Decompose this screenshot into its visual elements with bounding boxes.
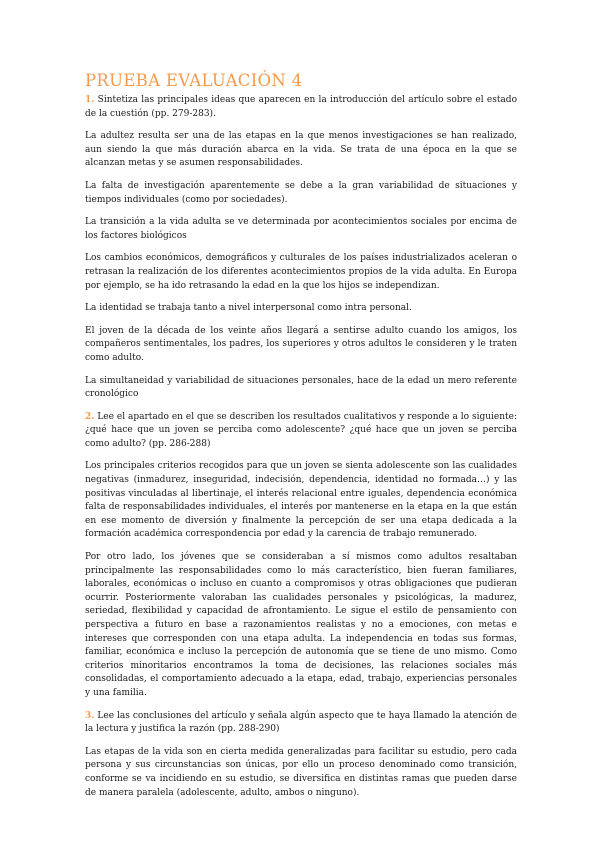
question-1 xyxy=(85,94,517,121)
question-2-number: 2. xyxy=(85,411,95,422)
answer-1-paragraph-6: El joven de la década de los veinte años llegará a sentirse adulto cuando los amigos, los compañeros sentimentales, los padres, los superiores y otros adultos le consideren y le traten como adulto. xyxy=(85,325,517,363)
question-1-number: 1. xyxy=(85,95,95,105)
answer-3-paragraph-1: Las etapas de la vida son en cierta medida generalizadas para facilitar su estudio, pero cada persona y sus circunstancias son únicas, por ello un proceso denominado como transición, conforme se va incidiendo en su estudio, se diversifica en distintas ramas que pueden darse de manera paralela (adolescente, adulto, ambos o ninguno). xyxy=(85,746,517,798)
answer-2-paragraph-1: Los principales criterios recogidos para que un joven se sienta adolescente son las cualidades negativas (inmadurez, inseguridad, indecisión, dependencia, identidad no formada…) y las positivas vinculadas al libertinaje, el interés relacional entre iguales, dependencia económica falta de responsabilidades individuales, el interés por mantenerse en la etapa en la que están en ese momento de diversión y finalmente la percepción de ser una etapa dedicada a la formación académica correspondencia por edad y la carencia de trabajo remunerado. xyxy=(85,461,517,540)
question-3-number: 3. xyxy=(85,710,95,721)
answer-1-paragraph-3: La transición a la vida adulta se ve determinada por acontecimientos sociales por encima de los factores biológicos xyxy=(85,217,517,241)
answer-1-paragraph-7: La simultaneidad y variabilidad de situaciones personales, hace de la edad un mero referente cronológico xyxy=(85,375,517,400)
answer-1-paragraph-1: La adultez resulta ser una de las etapas en la que menos investigaciones se han realizado, aun siendo la que más duración abarca en la vida. Se trata de una época en la que se alcanzan metas y se asumen responsabilidades. xyxy=(85,131,517,169)
answer-2-paragraph-2: Por otro lado, los jóvenes que se consideraban a sí mismos como adultos resaltaban principalmente las responsabilidades como lo más característico, bien fueran familiares, laborales, económicas o incluso en cuanto a compromisos y otras obligaciones que pudieran ocurrir. Posteriormente valoraban las cualidades personales y psicológicas, la madurez, seriedad, flexibilidad y capacidad de afrontamiento. Le sigue el estilo de pensamiento con perspectiva a futuro en base a razonamientos realistas y no a emociones, con metas e intereses que corresponden con una etapa adulta. La independencia en todas sus formas, familiar, económica e incluso la percepción de autonomía que se tiene de uno mismo. Como criterios minoritarios encontramos la toma de decisiones, las relaciones sociales más consolidadas, el comportamiento adecuado a la etapa, edad, trabajo, experiencias personales y una familia. xyxy=(85,552,517,698)
document-title: PRUEBA EVALUACIÓN 4 xyxy=(85,71,303,90)
answer-1-paragraph-5: La identidad se trabaja tanto a nivel interpersonal como intra personal. xyxy=(85,303,412,314)
answer-1-paragraph-4: Los cambios económicos, demográficos y culturales de los países industrializados aceleran o retrasan la realización de los diferentes acontecimientos propios de la vida adulta. En Europa por ejemplo, se ha ido retrasando la edad en la que los hijos se independizan. xyxy=(85,253,517,291)
question-1-text: Sintetiza las principales ideas que aparecen en la introducción del artículo sobre el estado de la cuestión (pp. 279-283). xyxy=(85,95,517,119)
question-2 xyxy=(85,411,517,452)
question-2-text: Lee el apartado en el que se describen los resultados cualitativos y responde a lo siguiente: ¿qué hace que un joven se perciba como adolescente? ¿qué hace que un joven se perciba como adulto? (pp. 286-288) xyxy=(85,411,517,449)
answer-1-paragraph-2: La falta de investigación aparentemente se debe a la gran variabilidad de situaciones y tiempos individuales (como por sociedades). xyxy=(85,180,517,205)
question-3 xyxy=(85,710,517,737)
question-3-text: Lee las conclusiones del artículo y señala algún aspecto que te haya llamado la atención de la lectura y justifica la razón (pp. 288-290) xyxy=(85,710,517,735)
document-page xyxy=(85,70,517,809)
